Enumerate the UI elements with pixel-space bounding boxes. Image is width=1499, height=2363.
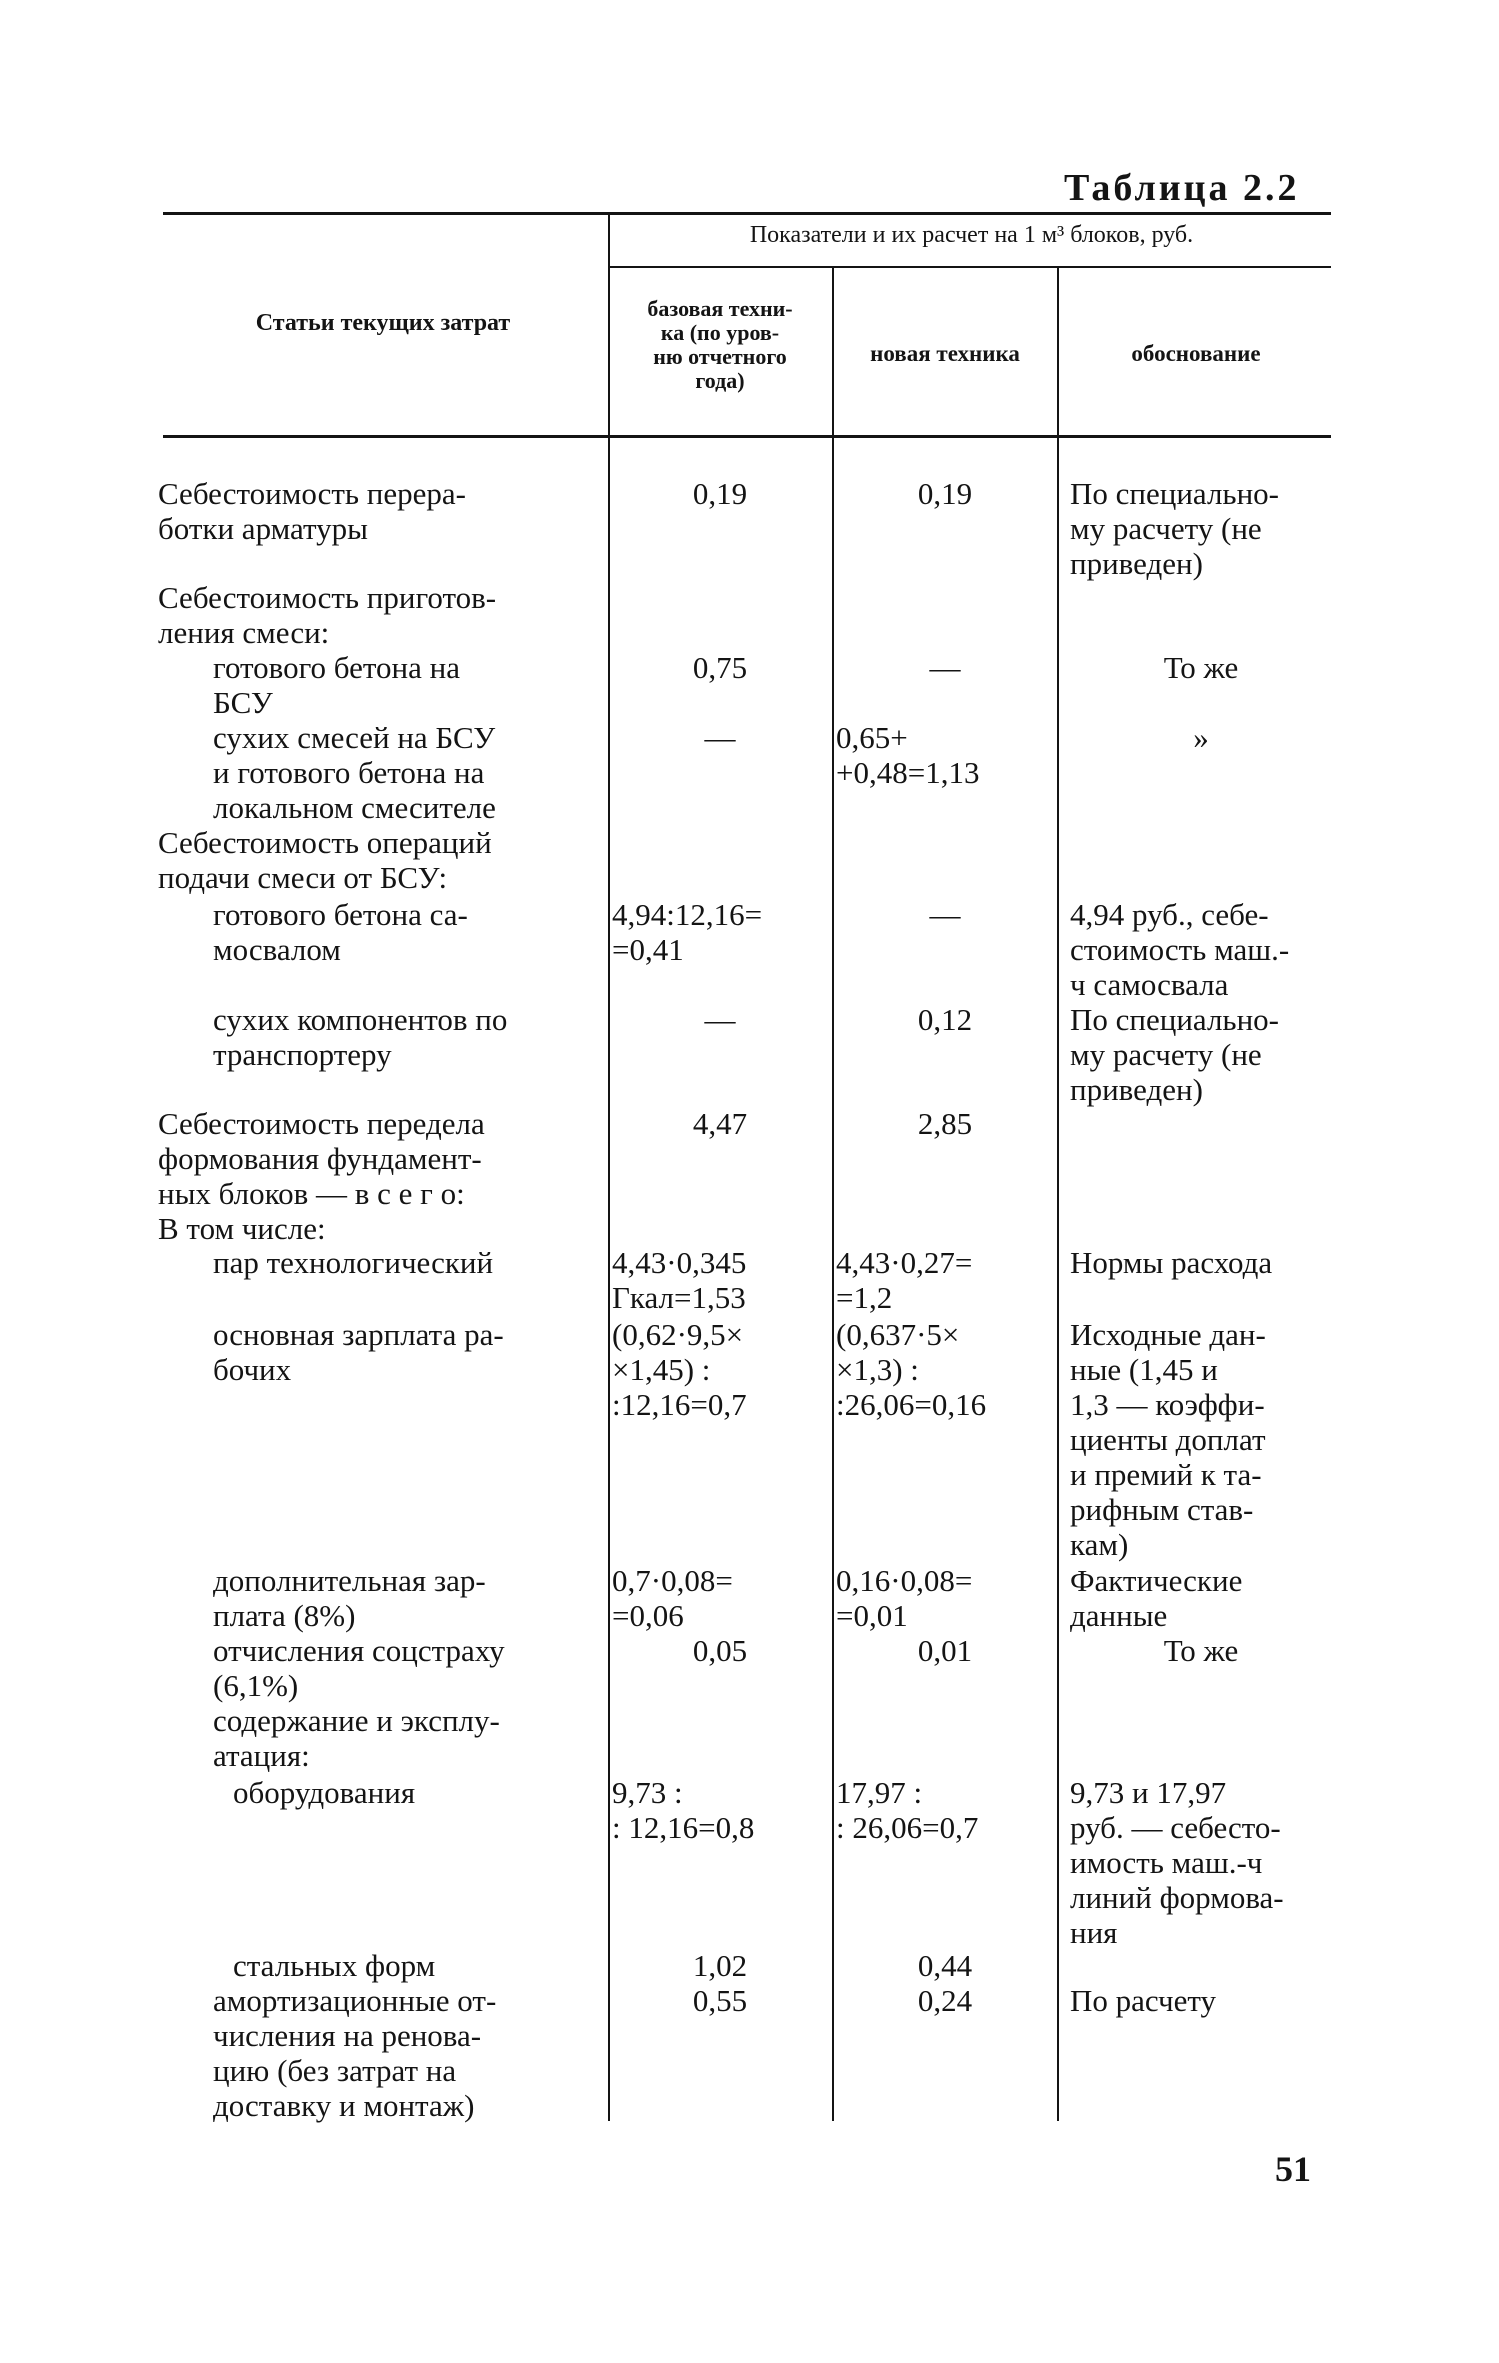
cell-line: числения на ренова- [213,2018,482,2053]
table-cell-r6c4 [1070,897,1332,1002]
table-cell-r7c4 [1070,1002,1332,1107]
cell-line: пар технологический [213,1245,494,1280]
table-cell-r14c1 [233,1775,598,1810]
table-cell-r16c3 [836,1983,1054,2018]
cell-line: Исходные дан- [1070,1317,1266,1352]
cell-line: : 12,16=0,8 [612,1810,755,1845]
table-cell-r15c2 [612,1948,828,1983]
header-group-rule [608,266,1331,268]
table-cell-r4c1 [213,720,598,825]
cell-line: 0,05 [692,1633,748,1668]
table-cell-r10c3 [836,1317,1054,1422]
cell-line: 9,73 : [612,1775,683,1810]
table-cell-r7c2 [612,1002,828,1037]
cell-line: Гкал=1,53 [612,1280,746,1315]
table-cell-r10c2 [612,1317,828,1422]
cell-line: 0,01 [917,1633,973,1668]
table-cell-r8c2 [612,1106,828,1141]
cell-line: — [929,650,961,685]
cell-line: =0,01 [836,1598,908,1633]
cell-line: му расчету (не [1070,511,1262,546]
table-cell-r15c1 [233,1948,598,1983]
table-cell-r11c2 [612,1563,828,1633]
table-cell-r4c4 [1070,720,1332,755]
cell-line: рифным став- [1070,1492,1254,1527]
table-cell-r7c3 [836,1002,1054,1037]
table-cell-r1c2 [612,476,828,511]
table-cell-r9c3 [836,1245,1054,1315]
table-cell-r7c1 [213,1002,598,1072]
cell-line: руб. — себесто- [1070,1810,1281,1845]
cell-line: — [704,720,736,755]
table-cell-r10c4 [1070,1317,1332,1562]
cell-line: формования фундамент- [158,1141,482,1176]
table-cell-r2c1 [158,580,598,650]
cell-line: ные (1,45 и [1070,1352,1218,1387]
table-cell-r4c2 [612,720,828,755]
header-new-technology: новая техника [870,341,1020,366]
cell-line: линий формова- [1070,1880,1284,1915]
header-cost-items: Статьи текущих затрат [255,310,511,336]
cell-line: (0,62·9,5× [612,1317,744,1352]
table-title: Таблица 2.2 [1064,167,1300,209]
cell-line: БСУ [213,685,273,720]
header-base-line: года) [695,368,745,393]
cell-line: То же [1163,650,1239,685]
cell-line: В том числе: [158,1211,326,1246]
cell-line: Себестоимость операций [158,825,492,860]
table-cell-r14c3 [836,1775,1054,1845]
cell-line: мосвалом [213,932,341,967]
cell-line: бочих [213,1352,292,1387]
header-base-line: базовая техни- [647,296,793,321]
cell-line: По расчету [1070,1983,1217,2018]
table-cell-r6c1 [213,897,598,967]
table-cell-r9c2 [612,1245,828,1315]
cell-line: имость маш.-ч [1070,1845,1263,1880]
table-cell-r3c3 [836,650,1054,685]
cell-line: дополнительная зар- [213,1563,486,1598]
column-divider-1 [608,215,610,2121]
column-divider-3 [1057,268,1059,2121]
cell-line: локальном смесителе [213,790,496,825]
page-number: 51 [1275,2149,1311,2189]
cell-line: 4,43·0,345 [612,1245,747,1280]
cell-line: циенты доплат [1070,1422,1266,1457]
cell-line: транспортеру [213,1037,392,1072]
cell-line: 4,43·0,27= [836,1245,973,1280]
table-cell-r16c2 [612,1983,828,2018]
cell-line: » [1193,720,1209,755]
cell-line: кам) [1070,1527,1129,1562]
column-divider-2 [832,268,834,2121]
cell-line: =0,41 [612,932,684,967]
cell-line: стальных форм [233,1948,436,1983]
cell-line: :12,16=0,7 [612,1387,747,1422]
table-top-rule [163,212,1331,215]
table-cell-r8c1 [158,1106,598,1246]
cell-line: 0,55 [692,1983,748,2018]
cell-line: 1,3 — коэффи- [1070,1387,1265,1422]
cell-line: ных блоков — в с е г о: [158,1176,465,1211]
table-cell-r11c4 [1070,1563,1332,1633]
table-cell-r10c1 [213,1317,598,1387]
table-cell-r16c1 [213,1983,598,2123]
header-base-line: ню отчетного [653,344,787,369]
cell-line: приведен) [1070,1072,1203,1107]
header-justification: обоснование [1131,341,1261,366]
table-cell-r1c1 [158,476,598,546]
table-cell-r12c4 [1070,1633,1332,1668]
cell-line: =1,2 [836,1280,893,1315]
cell-line: основная зарплата ра- [213,1317,504,1352]
cell-line: 4,94:12,16= [612,897,763,932]
cell-line: По специально- [1070,1002,1279,1037]
cell-line: 9,73 и 17,97 [1070,1775,1227,1810]
cell-line: Себестоимость приготов- [158,580,497,615]
table-cell-r6c2 [612,897,828,967]
cell-line: Себестоимость передела [158,1106,485,1141]
table-cell-r15c3 [836,1948,1054,1983]
cell-line: и готового бетона на [213,755,485,790]
cell-line: стоимость маш.- [1070,932,1290,967]
table-cell-r1c4 [1070,476,1332,581]
table-cell-r3c1 [213,650,598,720]
cell-line: оборудования [233,1775,416,1810]
header-base-technology [612,297,828,393]
cell-line: 0,75 [692,650,748,685]
table-cell-r14c4 [1070,1775,1332,1950]
cell-line: 4,94 руб., себе- [1070,897,1269,932]
table-cell-r9c1 [213,1245,598,1280]
cell-line: готового бетона са- [213,897,468,932]
cell-line: 0,19 [692,476,748,511]
cell-line: :26,06=0,16 [836,1387,987,1422]
cell-line: Себестоимость перера- [158,476,466,511]
cell-line: 17,97 : [836,1775,923,1810]
cell-line: данные [1070,1598,1168,1633]
cell-line: му расчету (не [1070,1037,1262,1072]
cell-line: 0,65+ [836,720,908,755]
cell-line: =0,06 [612,1598,684,1633]
table-cell-r1c3 [836,476,1054,511]
cell-line: — [929,897,961,932]
cell-line: +0,48=1,13 [836,755,980,790]
cell-line: — [704,1002,736,1037]
cell-line: ч самосвала [1070,967,1229,1002]
table-cell-r6c3 [836,897,1054,932]
cell-line: 0,19 [917,476,973,511]
table-cell-r11c3 [836,1563,1054,1633]
table-cell-r13c1 [213,1703,598,1773]
cell-line: Фактические [1070,1563,1243,1598]
cell-line: ботки арматуры [158,511,368,546]
cell-line: отчисления соцстраху [213,1633,505,1668]
table-cell-r11c1 [213,1563,598,1633]
cell-line: сухих компонентов по [213,1002,508,1037]
cell-line: атация: [213,1738,310,1773]
cell-line: 2,85 [917,1106,973,1141]
table-cell-r9c4 [1070,1245,1332,1280]
cell-line: 0,16·0,08= [836,1563,973,1598]
cell-line: По специально- [1070,476,1279,511]
header-base-line: ка (по уров- [660,320,780,345]
cell-line: доставку и монтаж) [213,2088,475,2123]
header-indicators-group: Показатели и их расчет на 1 м³ блоков, руб. [749,222,1194,248]
table-cell-r12c2 [612,1633,828,1668]
cell-line: : 26,06=0,7 [836,1810,979,1845]
table-cell-r12c1 [213,1633,598,1703]
cell-line: 4,47 [692,1106,748,1141]
cell-line: ×1,3) : [836,1352,919,1387]
table-cell-r12c3 [836,1633,1054,1668]
cell-line: ×1,45) : [612,1352,711,1387]
table-cell-r4c3 [836,720,1054,790]
cell-line: цию (без затрат на [213,2053,457,2088]
table-cell-r5c1 [158,825,598,895]
cell-line: приведен) [1070,546,1203,581]
cell-line: сухих смесей на БСУ [213,720,496,755]
cell-line: плата (8%) [213,1598,356,1633]
cell-line: 0,24 [917,1983,973,2018]
cell-line: (6,1%) [213,1668,299,1703]
table-cell-r16c4 [1070,1983,1332,2018]
header-bottom-rule [163,435,1331,438]
cell-line: 1,02 [692,1948,748,1983]
cell-line: 0,44 [917,1948,973,1983]
cell-line: ления смеси: [158,615,330,650]
cell-line: и премий к та- [1070,1457,1262,1492]
cell-line: Нормы расхода [1070,1245,1273,1280]
cell-line: содержание и эксплу- [213,1703,500,1738]
cell-line: подачи смеси от БСУ: [158,860,448,895]
table-cell-r3c4 [1070,650,1332,685]
table-cell-r14c2 [612,1775,828,1845]
cell-line: 0,12 [917,1002,973,1037]
cell-line: То же [1163,1633,1239,1668]
table-cell-r8c3 [836,1106,1054,1141]
cell-line: амортизационные от- [213,1983,497,2018]
cell-line: (0,637·5× [836,1317,960,1352]
cell-line: ния [1070,1915,1118,1950]
table-cell-r3c2 [612,650,828,685]
cell-line: 0,7·0,08= [612,1563,733,1598]
cell-line: готового бетона на [213,650,461,685]
